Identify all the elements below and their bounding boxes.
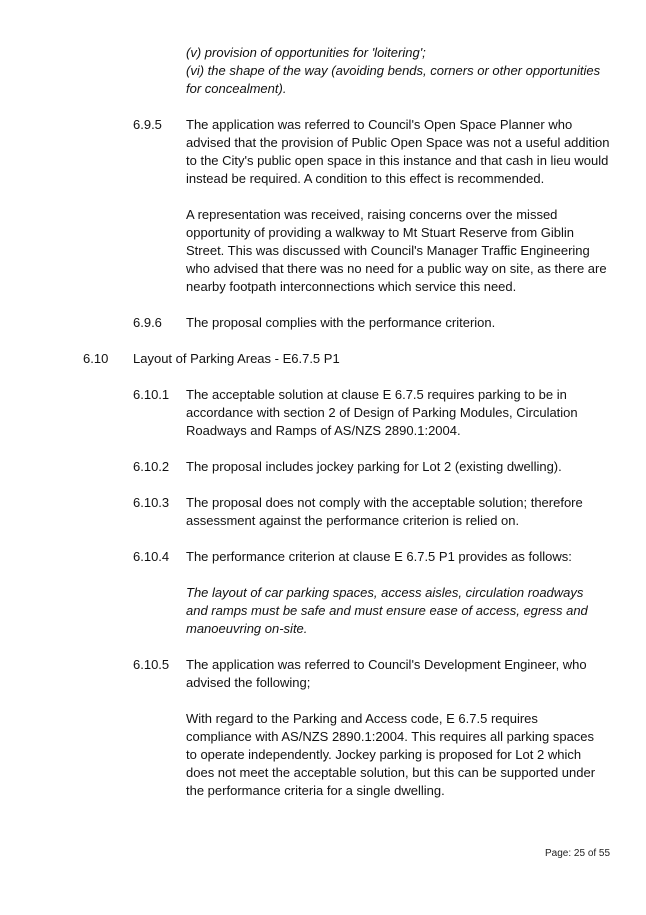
- quote-line: manoeuvring on-site.: [186, 621, 308, 636]
- clause-text-line: nearby footpath interconnections which service this need.: [186, 279, 517, 294]
- clause-text-line: Roadways and Ramps of AS/NZS 2890.1:2004.: [186, 423, 461, 438]
- clause-text-line: A representation was received, raising concerns over the missed: [186, 207, 558, 222]
- clause-text-line: to operate independently. Jockey parking is proposed for Lot 2 which: [186, 747, 582, 762]
- quote-line: The layout of car parking spaces, access aisles, circulation roadways: [186, 585, 584, 600]
- clause-number: 6.10.3: [133, 495, 170, 510]
- section-number: 6.10: [83, 351, 109, 366]
- intro-item-v: (v) provision of opportunities for 'loitering';: [186, 45, 426, 60]
- clause-text-line: to the City's public open space in this instance and that cash in lieu would: [186, 153, 609, 168]
- intro-item-vi-cont: for concealment).: [186, 81, 287, 96]
- clause-number: 6.9.6: [133, 315, 162, 330]
- clause-text-line: The performance criterion at clause E 6.7.5 P1 provides as follows:: [186, 549, 572, 564]
- clause-text-line: does not meet the acceptable solution, but this can be supported under: [186, 765, 596, 780]
- clause-text-line: The application was referred to Council's Open Space Planner who: [186, 117, 573, 132]
- clause-text-line: The application was referred to Council's Development Engineer, who: [186, 657, 587, 672]
- clause-text-line: Street. This was discussed with Council's Manager Traffic Engineering: [186, 243, 590, 258]
- clause-number: 6.9.5: [133, 117, 162, 132]
- clause-text-line: The proposal includes jockey parking for Lot 2 (existing dwelling).: [186, 459, 562, 474]
- intro-item-vi: (vi) the shape of the way (avoiding bends, corners or other opportunities: [186, 63, 601, 78]
- clause-text-line: assessment against the performance criterion is relied on.: [186, 513, 520, 528]
- clause-text-line: advised the following;: [186, 675, 311, 690]
- clause-text-line: With regard to the Parking and Access code, E 6.7.5 requires: [186, 711, 538, 726]
- quote-line: and ramps must be safe and must ensure ease of access, egress and: [186, 603, 588, 618]
- clause-text-line: accordance with section 2 of Design of Parking Modules, Circulation: [186, 405, 578, 420]
- clause-number: 6.10.4: [133, 549, 170, 564]
- clause-text-line: who advised that there was no need for a public way on site, as there are: [186, 261, 607, 276]
- clause-number: 6.10.5: [133, 657, 170, 672]
- clause-text-line: instead be required. A condition to this effect is recommended.: [186, 171, 545, 186]
- clause-text-line: advised that the provision of Public Open Space was not a useful addition: [186, 135, 610, 150]
- clause-text-line: opportunity of providing a walkway to Mt Stuart Reserve from Giblin: [186, 225, 575, 240]
- section-title: Layout of Parking Areas - E6.7.5 P1: [133, 351, 340, 366]
- clause-text-line: The proposal does not comply with the acceptable solution; therefore: [186, 495, 583, 510]
- clause-number: 6.10.1: [133, 387, 170, 402]
- page-number: Page: 25 of 55: [545, 848, 611, 859]
- clause-text-line: The acceptable solution at clause E 6.7.5 requires parking to be in: [186, 387, 567, 402]
- clause-number: 6.10.2: [133, 459, 170, 474]
- clause-text-line: compliance with AS/NZS 2890.1:2004. This requires all parking spaces: [186, 729, 595, 744]
- clause-text-line: The proposal complies with the performance criterion.: [186, 315, 496, 330]
- clause-text-line: the performance criteria for a single dwelling.: [186, 783, 445, 798]
